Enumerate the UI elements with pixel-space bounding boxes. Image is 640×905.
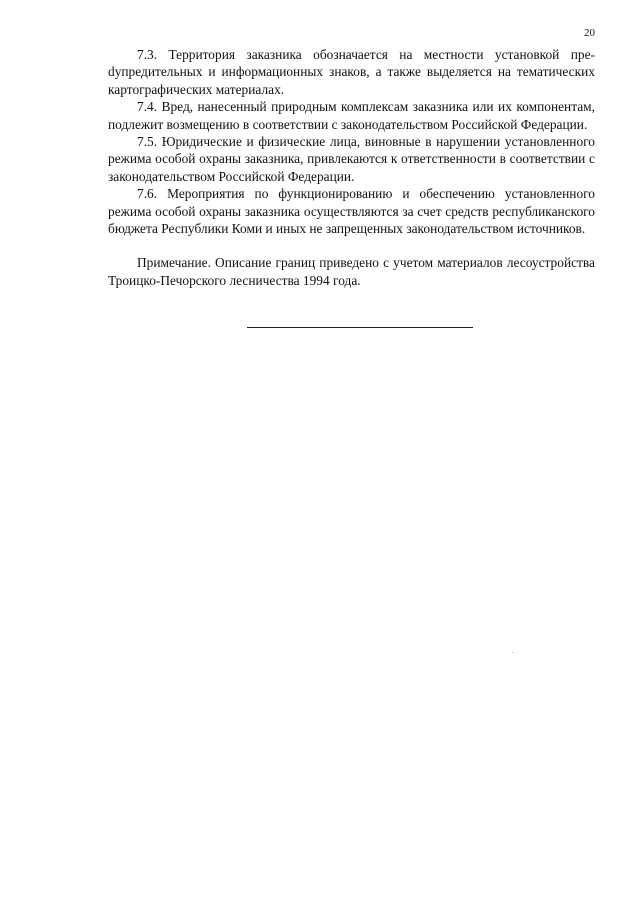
document-body — [108, 46, 595, 289]
scan-speck — [512, 652, 513, 653]
page-number: 20 — [584, 27, 595, 39]
note-paragraph: Примечание. Описание границ приведено с учетом материалов лесоустройства Троицко-Печорского лесничества 1994 года. — [108, 255, 595, 288]
paragraph-7-4: 7.4. Вред, нанесенный природным комплексам заказника или их компонентам, подлежит возмещению в соответствии с законодательством Российской Федерации. — [108, 99, 595, 132]
paragraph-7-6: 7.6. Мероприятия по функционированию и обеспечению установленного режима особой охраны заказника осуществляются за счет средств республиканского бюджета Республики Коми и иных не запрещенных законодательством источников. — [108, 186, 595, 237]
end-of-text-divider — [247, 327, 473, 328]
paragraph-7-3: 7.3. Территория заказника обозначается на местности установкой преdупредительных и информационных знаков, а также выделяется на тематических картографических материалах. — [108, 47, 595, 97]
paragraph-7-5: 7.5. Юридические и физические лица, виновные в нарушении установленного режима особой охраны заказника, привлекаются к ответственности в соответствии с законодательством Российской Федерации. — [108, 134, 595, 184]
